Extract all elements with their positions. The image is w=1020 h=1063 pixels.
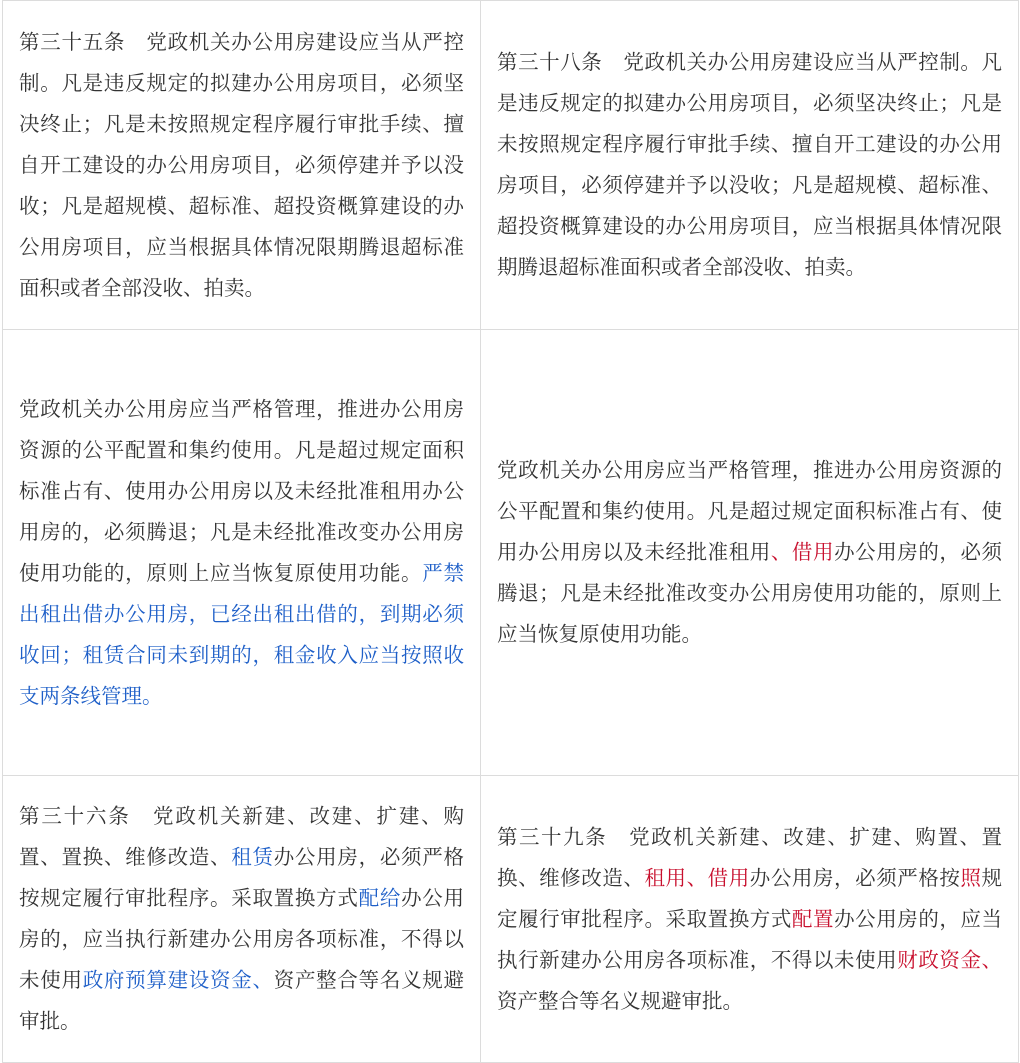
highlighted-text-segment: 财政资金、 xyxy=(897,947,1003,972)
text-segment: 党政机关办公用房应当严格管理，推进办公用房资源的公平配置和集约使用。凡是超过规定面积标准占有、使用办公用房以及未经批准租用 xyxy=(497,458,1002,564)
new-text-cell xyxy=(481,776,1019,1063)
highlighted-text-segment: 租用、借用 xyxy=(644,865,750,890)
text-segment: 办公用房的，应当执行新建办公用房各项标准，不得以未使用 xyxy=(19,886,465,992)
text-segment: 第三十八条 党政机关办公用房建设应当从严控制。凡是违反规定的拟建办公用房项目，必须坚决终止；凡是未按照规定程序履行审批手续、擅自开工建设的办公用房项目，必须停建并予以没收；凡是超规模、超标准、超投资概算建设的办公用房项目，应当根据具体情况限期腾退超标准面积或者全部没收、拍卖。 xyxy=(497,50,1002,279)
text-segment: 资产整合等名义规避审批。 xyxy=(19,968,465,1033)
text-segment: 党政机关办公用房应当严格管理，推进办公用房资源的公平配置和集约使用。凡是超过规定面积标准占有、使用办公用房以及未经批准租用办公用房的，必须腾退；凡是未经批准改变办公用房使用功能的，原则上应当恢复原使用功能。 xyxy=(19,396,464,585)
new-text-cell xyxy=(481,1,1019,330)
text-segment: 规定履行审批程序。采取置换方式 xyxy=(497,865,1003,931)
old-text-cell xyxy=(3,776,481,1063)
old-text-cell xyxy=(3,330,481,776)
text-segment: 第三十六条 党政机关新建、改建、扩建、购置、置换、维修改造、 xyxy=(19,804,464,869)
highlighted-text-segment: 照 xyxy=(960,865,982,890)
old-text-cell xyxy=(3,1,481,330)
highlighted-text-segment: 严禁出租出借办公用房，已经出租出借的，到期必须收回；租赁合同未到期的，租金收入应当按照收支两条线管理。 xyxy=(19,560,465,708)
text-segment: 第三十五条 党政机关办公用房建设应当从严控制。凡是违反规定的拟建办公用房项目，必须坚决终止；凡是未按照规定程序履行审批手续、擅自开工建设的办公用房项目，必须停建并予以没收；凡是超规模、超标准、超投资概算建设的办公用房项目，应当根据具体情况限期腾退超标准面积或者全部没收、拍卖。 xyxy=(19,29,464,300)
highlighted-text-segment: 配置 xyxy=(791,906,835,931)
highlighted-text-segment: 政府预算建设资金、 xyxy=(82,968,274,992)
table-row xyxy=(3,1,1019,330)
text-segment: 办公用房，必须严格按 xyxy=(749,865,961,890)
text-segment: 办公用房的，必须腾退；凡是未经批准改变办公用房使用功能的，原则上应当恢复原使用功能。 xyxy=(497,540,1003,646)
text-segment: 办公用房的，应当执行新建办公用房各项标准，不得以未使用 xyxy=(497,906,1003,972)
text-segment: 办公用房，必须严格按规定履行审批程序。采取置换方式 xyxy=(19,845,465,910)
highlighted-text-segment: 租赁 xyxy=(231,845,274,869)
text-segment: 资产整合等名义规避审批。 xyxy=(497,988,743,1013)
highlighted-text-segment: 、借用 xyxy=(770,540,835,564)
table-row xyxy=(3,776,1019,1063)
highlighted-text-segment: 配给 xyxy=(358,886,402,910)
text-segment: 第三十九条 党政机关新建、改建、扩建、购置、置换、维修改造、 xyxy=(497,824,1002,890)
comparison-table xyxy=(2,0,1019,1063)
new-text-cell xyxy=(481,330,1019,776)
table-row xyxy=(3,330,1019,776)
